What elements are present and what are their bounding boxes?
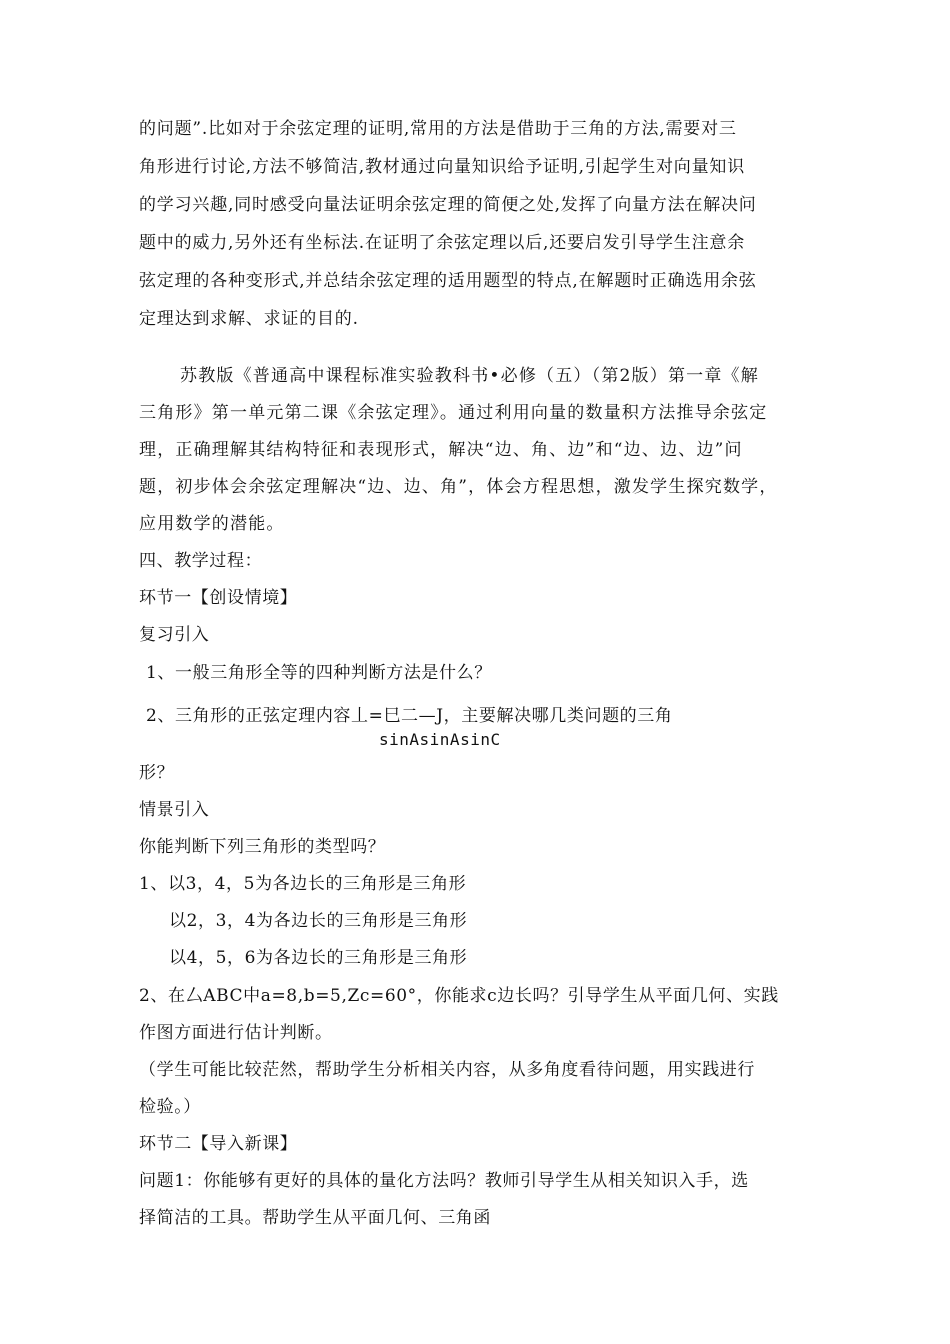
sine-law-formula: sinAsinAsinC	[379, 730, 501, 749]
step1-heading: 环节一【创设情境】	[139, 588, 298, 608]
question-2-tail: 形？	[139, 763, 175, 783]
text-line: 的学习兴趣,同时感受向量法证明余弦定理的简便之处,发挥了向量方法在解决问	[139, 195, 757, 215]
text-line: 题，初步体会余弦定理解决“边、边、角”，体会方程思想，激发学生探究数学，	[139, 477, 778, 497]
list-item: 以4，5，6为各边长的三角形是三角形	[169, 948, 468, 968]
item-2-line: 作图方面进行估计判断。	[139, 1023, 333, 1043]
text-line: 三角形》第一单元第二课《余弦定理》。通过利用向量的数量积方法推导余弦定	[139, 403, 768, 423]
question-2: 2、三角形的正弦定理内容丄=巳二—J，主要解决哪几类问题的三角	[146, 706, 673, 726]
text-line: 的问题”.比如对于余弦定理的证明,常用的方法是借助于三角的方法,需要对三	[139, 119, 737, 139]
review-intro-label: 复习引入	[139, 625, 210, 645]
text-line: 定理达到求解、求证的目的.	[139, 309, 359, 329]
text-line: 题中的威力,另外还有坐标法.在证明了余弦定理以后,还要启发引导学生注意余	[139, 233, 746, 253]
item-2-line: 2、在厶ABC中a=8,b=5,Zc=60°，你能求c边长吗？引导学生从平面几何、实践	[139, 986, 779, 1006]
problem-1-line: 问题1：你能够有更好的具体的量化方法吗？教师引导学生从相关知识入手，选	[139, 1171, 749, 1191]
scene-question: 你能判断下列三角形的类型吗？	[139, 837, 386, 857]
note-line: （学生可能比较茫然，帮助学生分析相关内容，从多角度看待问题，用实践进行	[139, 1060, 755, 1080]
section-heading-teaching-process: 四、教学过程：	[139, 551, 263, 571]
text-line: 应用数学的潜能。	[139, 514, 285, 534]
note-line: 检验。）	[139, 1097, 201, 1117]
step2-heading: 环节二【导入新课】	[139, 1134, 298, 1154]
problem-1-line: 择简洁的工具。帮助学生从平面几何、三角函	[139, 1208, 491, 1228]
question-1: 1、一般三角形全等的四种判断方法是什么？	[146, 663, 492, 683]
text-line: 弦定理的各种变形式,并总结余弦定理的适用题型的特点,在解题时正确选用余弦	[139, 271, 757, 291]
scene-intro-label: 情景引入	[139, 800, 210, 820]
list-item: 1、以3，4，5为各边长的三角形是三角形	[139, 874, 467, 894]
text-line: 苏教版《普通高中课程标准实验教科书•必修（五）（第2版）第一章《解	[180, 366, 759, 386]
text-line: 角形进行讨论,方法不够简洁,教材通过向量知识给予证明,引起学生对向量知识	[139, 157, 746, 177]
list-item: 以2，3，4为各边长的三角形是三角形	[169, 911, 468, 931]
text-line: 理，正确理解其结构特征和表现形式，解决“边、角、边”和“边、边、边”问	[139, 440, 743, 460]
